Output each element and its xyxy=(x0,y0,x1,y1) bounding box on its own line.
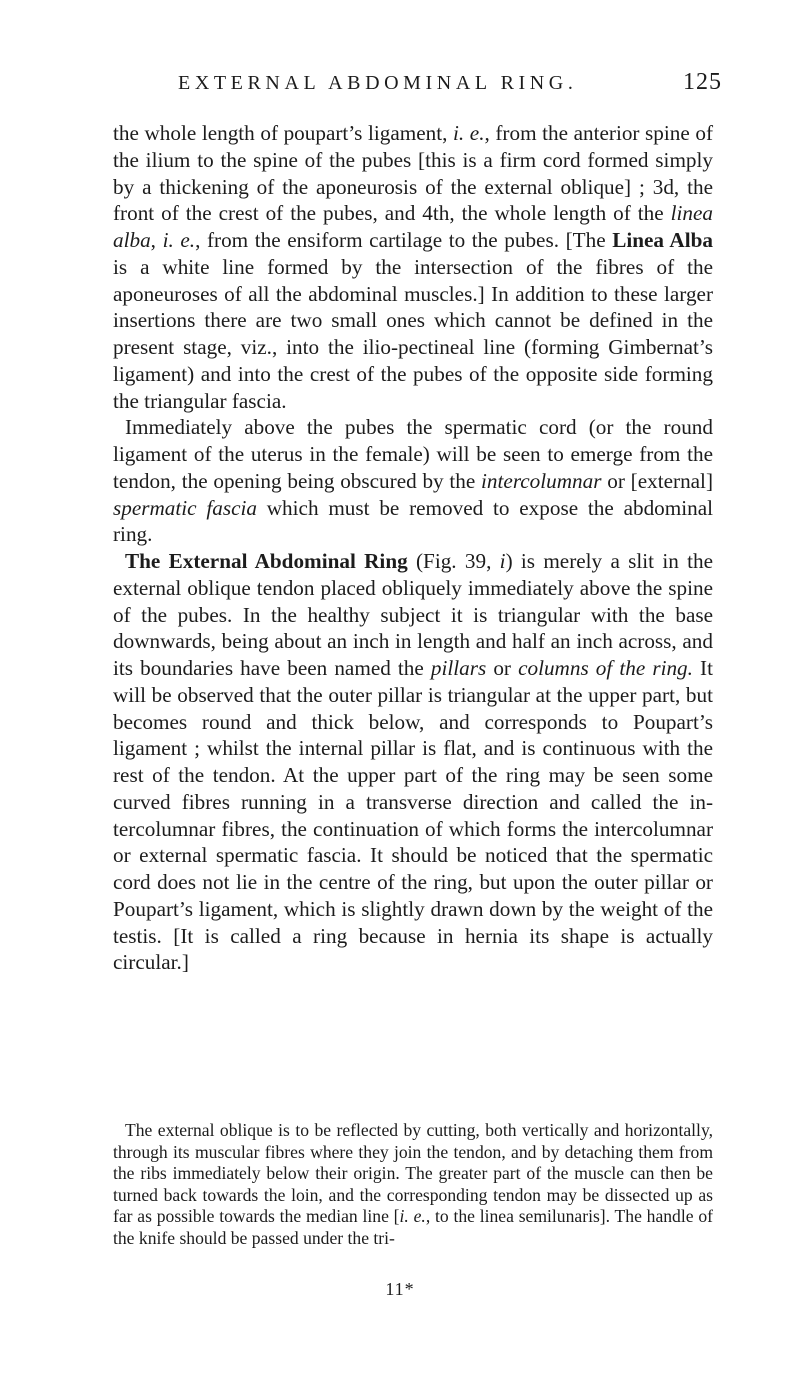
italic-run: i. e. xyxy=(399,1206,426,1227)
signature-mark: 11* xyxy=(385,1279,415,1299)
paragraph-spermatic-cord xyxy=(113,414,713,548)
italic-run: i. e. xyxy=(162,228,196,252)
italic-run: i. e. xyxy=(453,121,485,145)
italic-run: columns of the ring. xyxy=(518,656,693,680)
paragraph-reflect-external-oblique xyxy=(113,1120,713,1250)
text-run: is a white line formed by the intersection of the fibres of the aponeuroses of all the abdominal muscles.] In addition to these larger insertions there are two small ones which cannot be defined in the present stage, viz., into the ilio-pectineal line (forming Gimbernat’s ligament) and into the crest of the pubes of the opposite side forming the triangular fascia. xyxy=(113,254,713,413)
text-run: , xyxy=(150,228,163,252)
text-run: the whole length of poupart’s ligament, xyxy=(113,121,454,145)
text-run: (Fig. 39, xyxy=(407,549,500,573)
italic-run: i xyxy=(499,549,506,573)
text-run: , from the anterior spine of the ilium to the spine of the pubes [this is a firm cord formed simply by a thickening of the aponeurosis of the external oblique] ; 3d, the front of the crest of the pubes, and 4th, the whole length of the xyxy=(113,121,714,226)
text-run: or [external] xyxy=(601,468,714,493)
text-run: It will be observed that the outer pillar is triangular at the upper part, but becomes round and thick below, and corresponds to Poupart’s ligament ; whilst the internal pillar is flat, and is continuous with the rest of the tendon. At the upper part of the ring may be seen some curved fibres running in a transverse direction and called the intercolumnar fibres, the continuation of which forms the intercolumnar or external spermatic fascia. It should be noticed that the spermatic cord does not lie in the centre of the ring, but upon the outer pillar or Poupart’s ligament, which is slightly drawn down by the weight of the testis. [It is called a ring because in hernia its shape is actually circular.] xyxy=(113,656,713,975)
page-number: 125 xyxy=(683,69,722,95)
text-run: or xyxy=(486,656,519,680)
text-run: which must be removed to expose the abdominal ring. xyxy=(113,495,714,547)
text-run: , from the ensiform cartilage to the pubes. [The xyxy=(195,228,613,252)
bold-term-linea-alba: Linea Alba xyxy=(612,228,714,252)
paragraph-external-abdominal-ring xyxy=(113,548,713,976)
text-run: The external oblique is to be reflected by cutting, both vertically and horizontally, through its muscular fibres where they join the tendon, and by detaching them from the ribs immediately below their origin. The greater part of the muscle can then be turned back towards the loin, and the corresponding tendon may be dissected up as far as possible towards the median line [ xyxy=(113,1120,713,1227)
bold-term-external-abdominal-ring: The External Abdominal Ring xyxy=(125,549,408,573)
italic-run: spermatic fascia xyxy=(113,495,257,520)
text-run: , to the linea semilunaris]. The handle of the knife should be passed under the tri- xyxy=(113,1206,713,1248)
text-run: ) is merely a slit in the external oblique tendon placed obliquely immediately above the spine of the pubes. In the healthy subject it is triangular with the base downwards, being about an inch in length and half an inch across, and its boundaries have been named the xyxy=(113,549,713,680)
paragraph-insertions xyxy=(113,120,713,414)
italic-run: pillars xyxy=(430,656,487,680)
dissection-instructions xyxy=(113,1120,713,1250)
running-head xyxy=(0,69,800,102)
italic-run: linea alba xyxy=(113,201,713,252)
main-text xyxy=(113,120,713,976)
running-head-title: EXTERNAL ABDOMINAL RING. xyxy=(178,72,578,94)
text-run: Immediately above the pubes the spermatic cord (or the round ligament of the uterus in the female) will be seen to emerge from the tendon, the opening being obscured by the xyxy=(113,415,713,493)
italic-run: intercolumnar xyxy=(481,468,602,493)
